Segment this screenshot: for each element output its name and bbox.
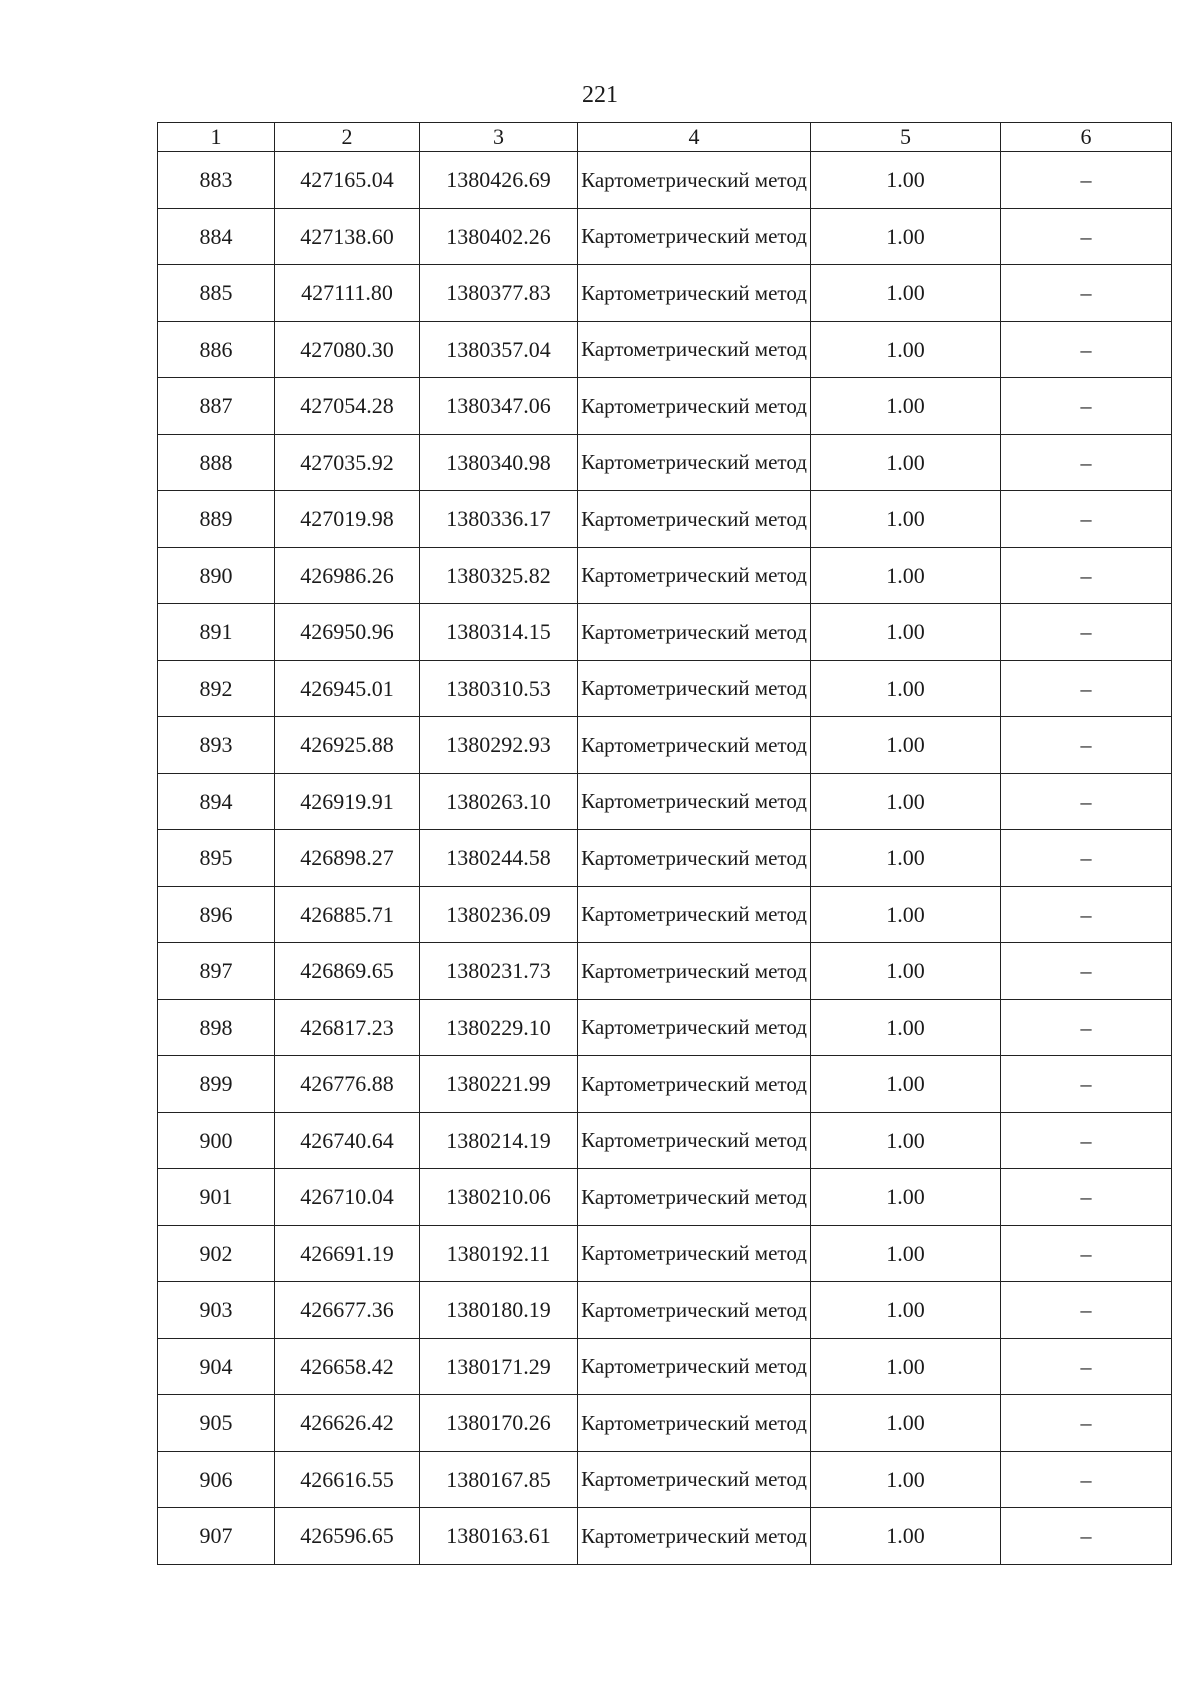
table-row (158, 1056, 1172, 1113)
accuracy-cell: 1.00 (811, 943, 1001, 1000)
table-row (158, 321, 1172, 378)
page-number: 221 (582, 82, 618, 108)
table-row (158, 1338, 1172, 1395)
note-cell: – (1001, 434, 1172, 491)
point-number-cell: 897 (158, 943, 275, 1000)
x-coordinate-cell: 427019.98 (275, 491, 420, 548)
method-cell: Картометрический метод (578, 1225, 811, 1282)
note-cell: – (1001, 208, 1172, 265)
note-cell: – (1001, 1338, 1172, 1395)
note-cell: – (1001, 604, 1172, 661)
x-coordinate-cell: 426658.42 (275, 1338, 420, 1395)
accuracy-cell: 1.00 (811, 1056, 1001, 1113)
point-number-cell: 898 (158, 999, 275, 1056)
point-number-cell: 904 (158, 1338, 275, 1395)
table-row (158, 999, 1172, 1056)
y-coordinate-cell: 1380210.06 (420, 1169, 578, 1226)
point-number-cell: 902 (158, 1225, 275, 1282)
accuracy-cell: 1.00 (811, 773, 1001, 830)
point-number-cell: 906 (158, 1451, 275, 1508)
y-coordinate-cell: 1380192.11 (420, 1225, 578, 1282)
y-coordinate-cell: 1380340.98 (420, 434, 578, 491)
method-cell: Картометрический метод (578, 208, 811, 265)
column-header: 4 (578, 123, 811, 152)
x-coordinate-cell: 426776.88 (275, 1056, 420, 1113)
accuracy-cell: 1.00 (811, 604, 1001, 661)
column-header: 2 (275, 123, 420, 152)
method-cell: Картометрический метод (578, 1112, 811, 1169)
point-number-cell: 893 (158, 717, 275, 774)
point-number-cell: 900 (158, 1112, 275, 1169)
point-number-cell: 894 (158, 773, 275, 830)
x-coordinate-cell: 426710.04 (275, 1169, 420, 1226)
x-coordinate-cell: 426898.27 (275, 830, 420, 887)
method-cell: Картометрический метод (578, 1395, 811, 1452)
x-coordinate-cell: 427138.60 (275, 208, 420, 265)
method-cell: Картометрический метод (578, 886, 811, 943)
accuracy-cell: 1.00 (811, 1451, 1001, 1508)
y-coordinate-cell: 1380377.83 (420, 265, 578, 322)
note-cell: – (1001, 1056, 1172, 1113)
accuracy-cell: 1.00 (811, 830, 1001, 887)
point-number-cell: 901 (158, 1169, 275, 1226)
table-row (158, 1282, 1172, 1339)
note-cell: – (1001, 999, 1172, 1056)
note-cell: – (1001, 1169, 1172, 1226)
method-cell: Картометрический метод (578, 773, 811, 830)
accuracy-cell: 1.00 (811, 1338, 1001, 1395)
note-cell: – (1001, 943, 1172, 1000)
table-row (158, 1225, 1172, 1282)
accuracy-cell: 1.00 (811, 152, 1001, 209)
table-row (158, 604, 1172, 661)
method-cell: Картометрический метод (578, 660, 811, 717)
x-coordinate-cell: 426817.23 (275, 999, 420, 1056)
point-number-cell: 895 (158, 830, 275, 887)
y-coordinate-cell: 1380292.93 (420, 717, 578, 774)
accuracy-cell: 1.00 (811, 1282, 1001, 1339)
y-coordinate-cell: 1380171.29 (420, 1338, 578, 1395)
x-coordinate-cell: 426596.65 (275, 1508, 420, 1565)
x-coordinate-cell: 426691.19 (275, 1225, 420, 1282)
accuracy-cell: 1.00 (811, 265, 1001, 322)
accuracy-cell: 1.00 (811, 321, 1001, 378)
method-cell: Картометрический метод (578, 604, 811, 661)
method-cell: Картометрический метод (578, 717, 811, 774)
method-cell: Картометрический метод (578, 378, 811, 435)
y-coordinate-cell: 1380402.26 (420, 208, 578, 265)
accuracy-cell: 1.00 (811, 999, 1001, 1056)
x-coordinate-cell: 427054.28 (275, 378, 420, 435)
point-number-cell: 886 (158, 321, 275, 378)
table-header-row (158, 123, 1172, 152)
table-body (158, 152, 1172, 1565)
method-cell: Картометрический метод (578, 1338, 811, 1395)
point-number-cell: 883 (158, 152, 275, 209)
table-row (158, 943, 1172, 1000)
note-cell: – (1001, 1225, 1172, 1282)
note-cell: – (1001, 321, 1172, 378)
table-row (158, 152, 1172, 209)
method-cell: Картометрический метод (578, 1169, 811, 1226)
method-cell: Картометрический метод (578, 1508, 811, 1565)
note-cell: – (1001, 1112, 1172, 1169)
x-coordinate-cell: 426919.91 (275, 773, 420, 830)
y-coordinate-cell: 1380357.04 (420, 321, 578, 378)
y-coordinate-cell: 1380170.26 (420, 1395, 578, 1452)
table-row (158, 660, 1172, 717)
note-cell: – (1001, 547, 1172, 604)
table-row (158, 1508, 1172, 1565)
x-coordinate-cell: 426885.71 (275, 886, 420, 943)
table-row (158, 717, 1172, 774)
table-row (158, 886, 1172, 943)
x-coordinate-cell: 426950.96 (275, 604, 420, 661)
method-cell: Картометрический метод (578, 321, 811, 378)
table-row (158, 265, 1172, 322)
note-cell: – (1001, 1451, 1172, 1508)
accuracy-cell: 1.00 (811, 660, 1001, 717)
point-number-cell: 889 (158, 491, 275, 548)
accuracy-cell: 1.00 (811, 717, 1001, 774)
y-coordinate-cell: 1380167.85 (420, 1451, 578, 1508)
point-number-cell: 885 (158, 265, 275, 322)
table-row (158, 208, 1172, 265)
table-row (158, 1395, 1172, 1452)
table-row (158, 491, 1172, 548)
y-coordinate-cell: 1380231.73 (420, 943, 578, 1000)
method-cell: Картометрический метод (578, 1451, 811, 1508)
method-cell: Картометрический метод (578, 943, 811, 1000)
note-cell: – (1001, 265, 1172, 322)
point-number-cell: 892 (158, 660, 275, 717)
accuracy-cell: 1.00 (811, 1112, 1001, 1169)
accuracy-cell: 1.00 (811, 434, 1001, 491)
accuracy-cell: 1.00 (811, 491, 1001, 548)
y-coordinate-cell: 1380314.15 (420, 604, 578, 661)
y-coordinate-cell: 1380347.06 (420, 378, 578, 435)
y-coordinate-cell: 1380214.19 (420, 1112, 578, 1169)
coordinates-table (157, 122, 1172, 1565)
method-cell: Картометрический метод (578, 434, 811, 491)
accuracy-cell: 1.00 (811, 1169, 1001, 1226)
method-cell: Картометрический метод (578, 1056, 811, 1113)
note-cell: – (1001, 660, 1172, 717)
x-coordinate-cell: 427035.92 (275, 434, 420, 491)
point-number-cell: 903 (158, 1282, 275, 1339)
point-number-cell: 887 (158, 378, 275, 435)
table-row (158, 830, 1172, 887)
point-number-cell: 890 (158, 547, 275, 604)
x-coordinate-cell: 426945.01 (275, 660, 420, 717)
x-coordinate-cell: 426626.42 (275, 1395, 420, 1452)
note-cell: – (1001, 1508, 1172, 1565)
y-coordinate-cell: 1380310.53 (420, 660, 578, 717)
note-cell: – (1001, 1395, 1172, 1452)
y-coordinate-cell: 1380325.82 (420, 547, 578, 604)
table-row (158, 1169, 1172, 1226)
y-coordinate-cell: 1380180.19 (420, 1282, 578, 1339)
point-number-cell: 905 (158, 1395, 275, 1452)
table-row (158, 434, 1172, 491)
note-cell: – (1001, 1282, 1172, 1339)
x-coordinate-cell: 427165.04 (275, 152, 420, 209)
method-cell: Картометрический метод (578, 1282, 811, 1339)
y-coordinate-cell: 1380221.99 (420, 1056, 578, 1113)
x-coordinate-cell: 426616.55 (275, 1451, 420, 1508)
y-coordinate-cell: 1380426.69 (420, 152, 578, 209)
y-coordinate-cell: 1380244.58 (420, 830, 578, 887)
table-row (158, 547, 1172, 604)
point-number-cell: 907 (158, 1508, 275, 1565)
note-cell: – (1001, 773, 1172, 830)
note-cell: – (1001, 886, 1172, 943)
note-cell: – (1001, 717, 1172, 774)
note-cell: – (1001, 378, 1172, 435)
accuracy-cell: 1.00 (811, 1225, 1001, 1282)
column-header: 6 (1001, 123, 1172, 152)
method-cell: Картометрический метод (578, 999, 811, 1056)
y-coordinate-cell: 1380229.10 (420, 999, 578, 1056)
accuracy-cell: 1.00 (811, 378, 1001, 435)
x-coordinate-cell: 427111.80 (275, 265, 420, 322)
table-row (158, 773, 1172, 830)
column-header: 5 (811, 123, 1001, 152)
table-row (158, 378, 1172, 435)
accuracy-cell: 1.00 (811, 1395, 1001, 1452)
method-cell: Картометрический метод (578, 547, 811, 604)
accuracy-cell: 1.00 (811, 886, 1001, 943)
accuracy-cell: 1.00 (811, 208, 1001, 265)
y-coordinate-cell: 1380336.17 (420, 491, 578, 548)
accuracy-cell: 1.00 (811, 1508, 1001, 1565)
method-cell: Картометрический метод (578, 830, 811, 887)
method-cell: Картометрический метод (578, 265, 811, 322)
method-cell: Картометрический метод (578, 491, 811, 548)
x-coordinate-cell: 427080.30 (275, 321, 420, 378)
x-coordinate-cell: 426869.65 (275, 943, 420, 1000)
table-row (158, 1451, 1172, 1508)
note-cell: – (1001, 491, 1172, 548)
y-coordinate-cell: 1380263.10 (420, 773, 578, 830)
x-coordinate-cell: 426986.26 (275, 547, 420, 604)
note-cell: – (1001, 152, 1172, 209)
point-number-cell: 899 (158, 1056, 275, 1113)
point-number-cell: 891 (158, 604, 275, 661)
y-coordinate-cell: 1380163.61 (420, 1508, 578, 1565)
method-cell: Картометрический метод (578, 152, 811, 209)
note-cell: – (1001, 830, 1172, 887)
column-header: 3 (420, 123, 578, 152)
x-coordinate-cell: 426925.88 (275, 717, 420, 774)
point-number-cell: 888 (158, 434, 275, 491)
table-row (158, 1112, 1172, 1169)
accuracy-cell: 1.00 (811, 547, 1001, 604)
point-number-cell: 896 (158, 886, 275, 943)
point-number-cell: 884 (158, 208, 275, 265)
x-coordinate-cell: 426677.36 (275, 1282, 420, 1339)
x-coordinate-cell: 426740.64 (275, 1112, 420, 1169)
column-header: 1 (158, 123, 275, 152)
y-coordinate-cell: 1380236.09 (420, 886, 578, 943)
